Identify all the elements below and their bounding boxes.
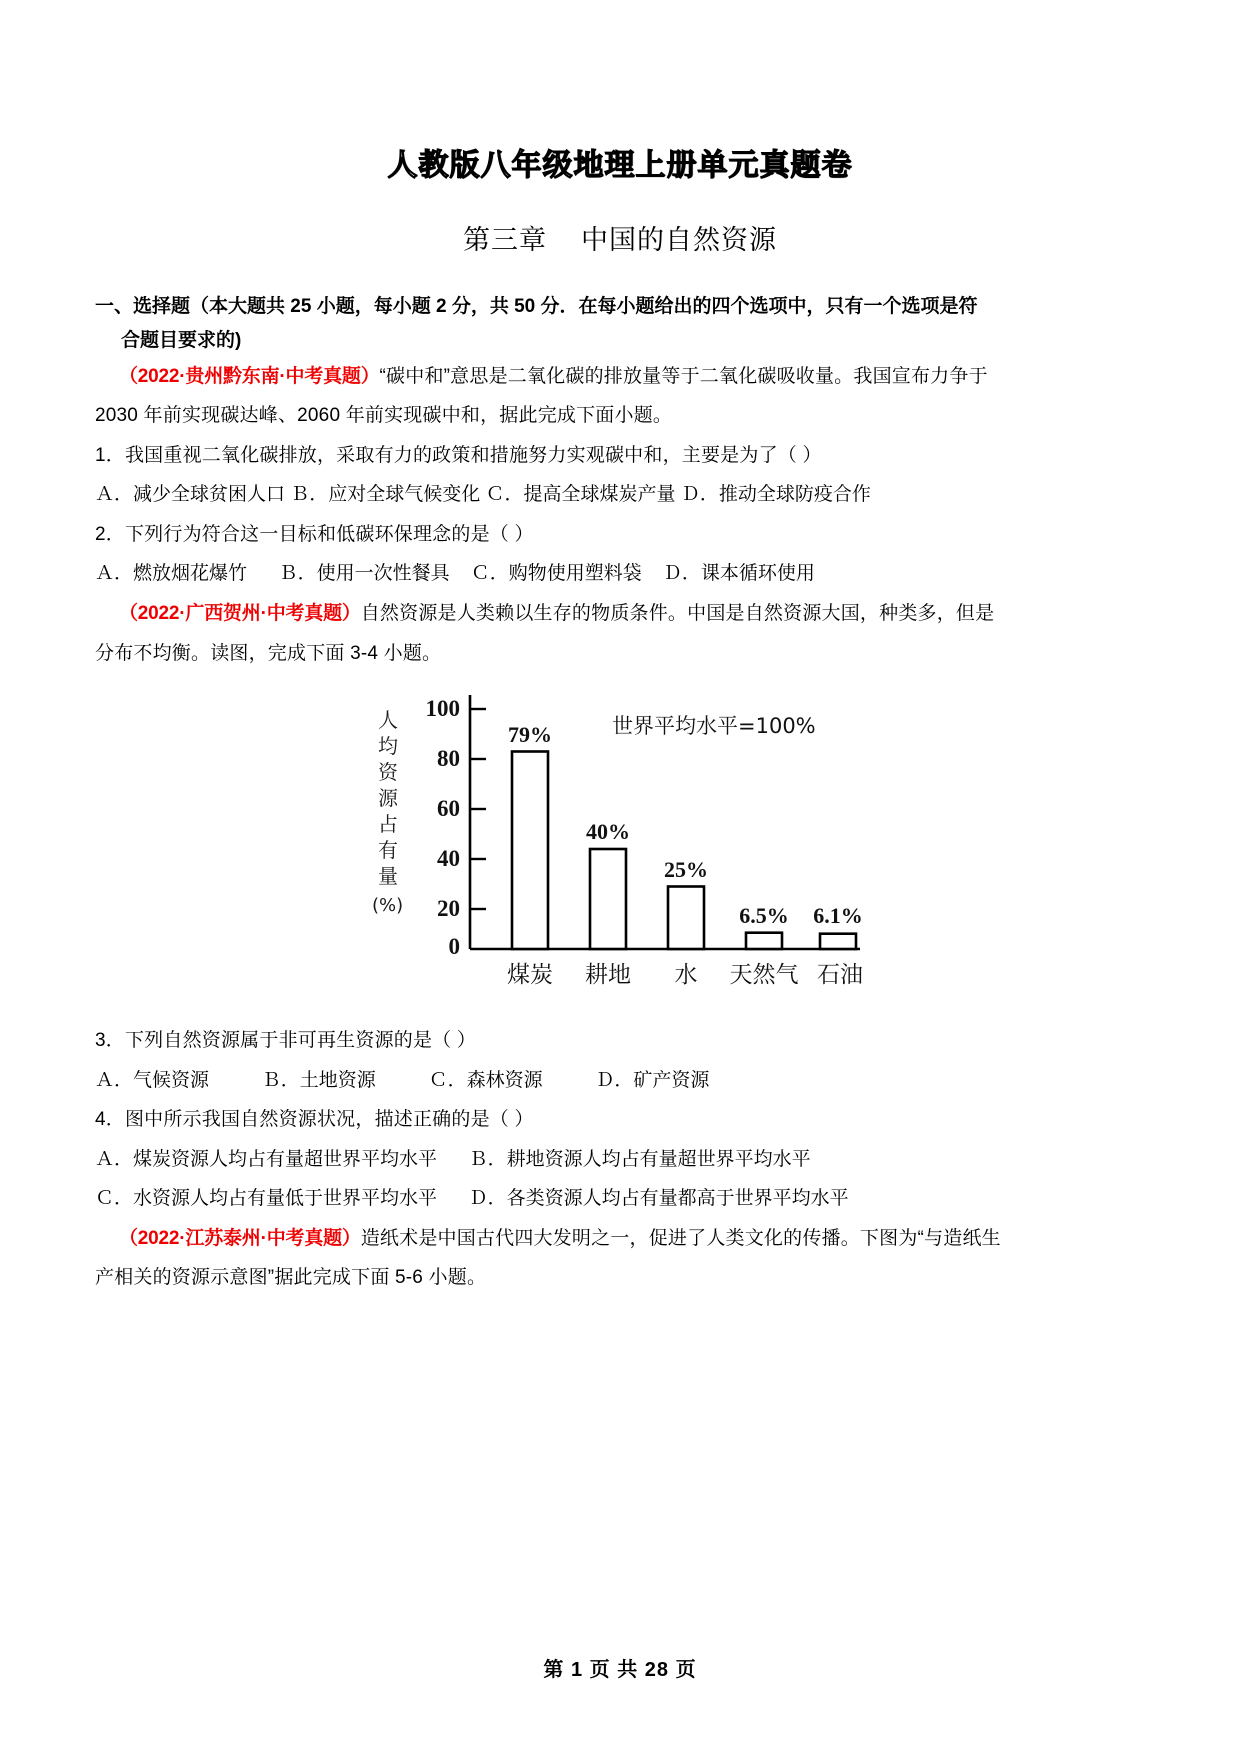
source-block-1-line2: 2030 年前实现碳达峰、2060 年前实现碳中和，据此完成下面小题。 — [95, 405, 673, 427]
question-4-options-line1: Ａ．煤炭资源人均占有量超世界平均水平 Ｂ．耕地资源人均占有量超世界平均水平 — [95, 1148, 811, 1170]
svg-text:40: 40 — [437, 846, 460, 872]
chart-y-axis-label — [372, 708, 403, 916]
question-2-options: Ａ．燃放烟花爆竹 Ｂ．使用一次性餐具 Ｃ．购物使用塑料袋 Ｄ．课本循环使用 — [95, 563, 815, 585]
question-1-stem: 1．我国重视二氧化碳排放，采取有力的政策和措施努力实观碳中和，主要是为了（ ） — [95, 444, 822, 466]
bar-label-oil: 6.1% — [813, 903, 863, 929]
source-block-3-line2: 产相关的资源示意图”据此完成下面 5-6 小题。 — [95, 1267, 487, 1289]
question-4-stem: 4．图中所示我国自然资源状况，描述正确的是（ ） — [95, 1109, 534, 1131]
svg-text:均: 均 — [378, 734, 398, 759]
bar-natural-gas — [746, 933, 782, 949]
svg-text:60: 60 — [437, 796, 460, 822]
chart-x-tick-labels — [507, 962, 863, 988]
svg-text:煤炭: 煤炭 — [507, 962, 553, 989]
resource-bar-chart-figure — [95, 687, 1145, 997]
bar-label-arable-land: 40% — [586, 819, 630, 845]
source-tag-3: （2022·江苏泰州·中考真题） — [119, 1227, 361, 1249]
source-text-3: 造纸术是中国古代四大发明之一，促进了人类文化的传播。下图为“与造纸生 — [360, 1227, 1001, 1249]
section-heading-line2: 合题目要求的) — [121, 329, 242, 351]
svg-text:天然气: 天然气 — [729, 962, 799, 989]
question-3-options: Ａ．气候资源 Ｂ．土地资源 Ｃ．森林资源 Ｄ．矿产资源 — [95, 1069, 710, 1091]
bar-arable-land — [590, 849, 626, 949]
bar-label-natural-gas: 6.5% — [739, 903, 789, 929]
bar-oil — [820, 934, 856, 949]
question-3-stem: 3．下列自然资源属于非可再生资源的是（ ） — [95, 1030, 477, 1052]
svg-text:水: 水 — [674, 962, 698, 989]
page-title: 人教版八年级地理上册单元真题卷 — [387, 148, 853, 183]
svg-text:人: 人 — [378, 708, 398, 733]
bar-water — [668, 887, 704, 950]
svg-text:20: 20 — [437, 896, 460, 922]
question-4-options-line2: Ｃ．水资源人均占有量低于世界平均水平 Ｄ．各类资源人均占有量都高于世界平均水平 — [95, 1188, 849, 1210]
page-footer: 第 1 页 共 28 页 — [543, 1659, 697, 1681]
source-tag-1: （2022·贵州黔东南·中考真题） — [119, 365, 380, 387]
chart-y-tick-labels — [426, 696, 461, 959]
chart-annotation-world-average: 世界平均水平=100% — [612, 714, 816, 739]
bar-coal — [512, 752, 548, 950]
chart-y-ticks — [470, 709, 486, 909]
section-heading — [95, 290, 1145, 357]
svg-text:80: 80 — [437, 746, 460, 772]
svg-text:100: 100 — [425, 696, 460, 722]
svg-text:源: 源 — [378, 786, 398, 811]
svg-text:耕地: 耕地 — [585, 962, 631, 989]
chapter-subtitle: 第三章 中国的自然资源 — [462, 225, 777, 255]
svg-text:资: 资 — [378, 760, 398, 785]
source-block-1 — [95, 357, 1145, 397]
source-text-1: “碳中和”意思是二氧化碳的排放量等于二氧化碳吸收量。我国宣布力争于 — [379, 365, 988, 387]
svg-text:0: 0 — [448, 934, 460, 960]
question-1-options: Ａ．减少全球贫困人口 Ｂ．应对全球气候变化 Ｃ．提高全球煤炭产量 Ｄ．推动全球防疫合作 — [95, 484, 871, 506]
svg-text:量: 量 — [378, 864, 398, 889]
source-tag-2: （2022·广西贺州·中考真题） — [119, 602, 361, 624]
svg-text:石油: 石油 — [817, 962, 863, 989]
source-block-3 — [95, 1219, 1145, 1259]
source-text-2: 自然资源是人类赖以生存的物质条件。中国是自然资源大国，种类多，但是 — [360, 602, 995, 624]
question-2-stem: 2．下列行为符合这一目标和低碳环保理念的是（ ） — [95, 523, 534, 545]
bar-label-coal: 79% — [508, 722, 552, 748]
svg-text:(%): (%) — [372, 895, 404, 917]
source-block-2 — [95, 594, 1145, 634]
per-capita-resource-bar-chart — [360, 687, 880, 997]
svg-text:占: 占 — [378, 812, 398, 837]
bar-label-water: 25% — [664, 857, 708, 883]
svg-text:有: 有 — [378, 838, 398, 863]
section-heading-line1: 一、选择题（本大题共 25 小题，每小题 2 分，共 50 分．在每小题给出的四个选项中，只有一个选项是符 — [95, 296, 978, 318]
source-block-2-line2: 分布不均衡。读图，完成下面 3-4 小题。 — [95, 642, 442, 664]
